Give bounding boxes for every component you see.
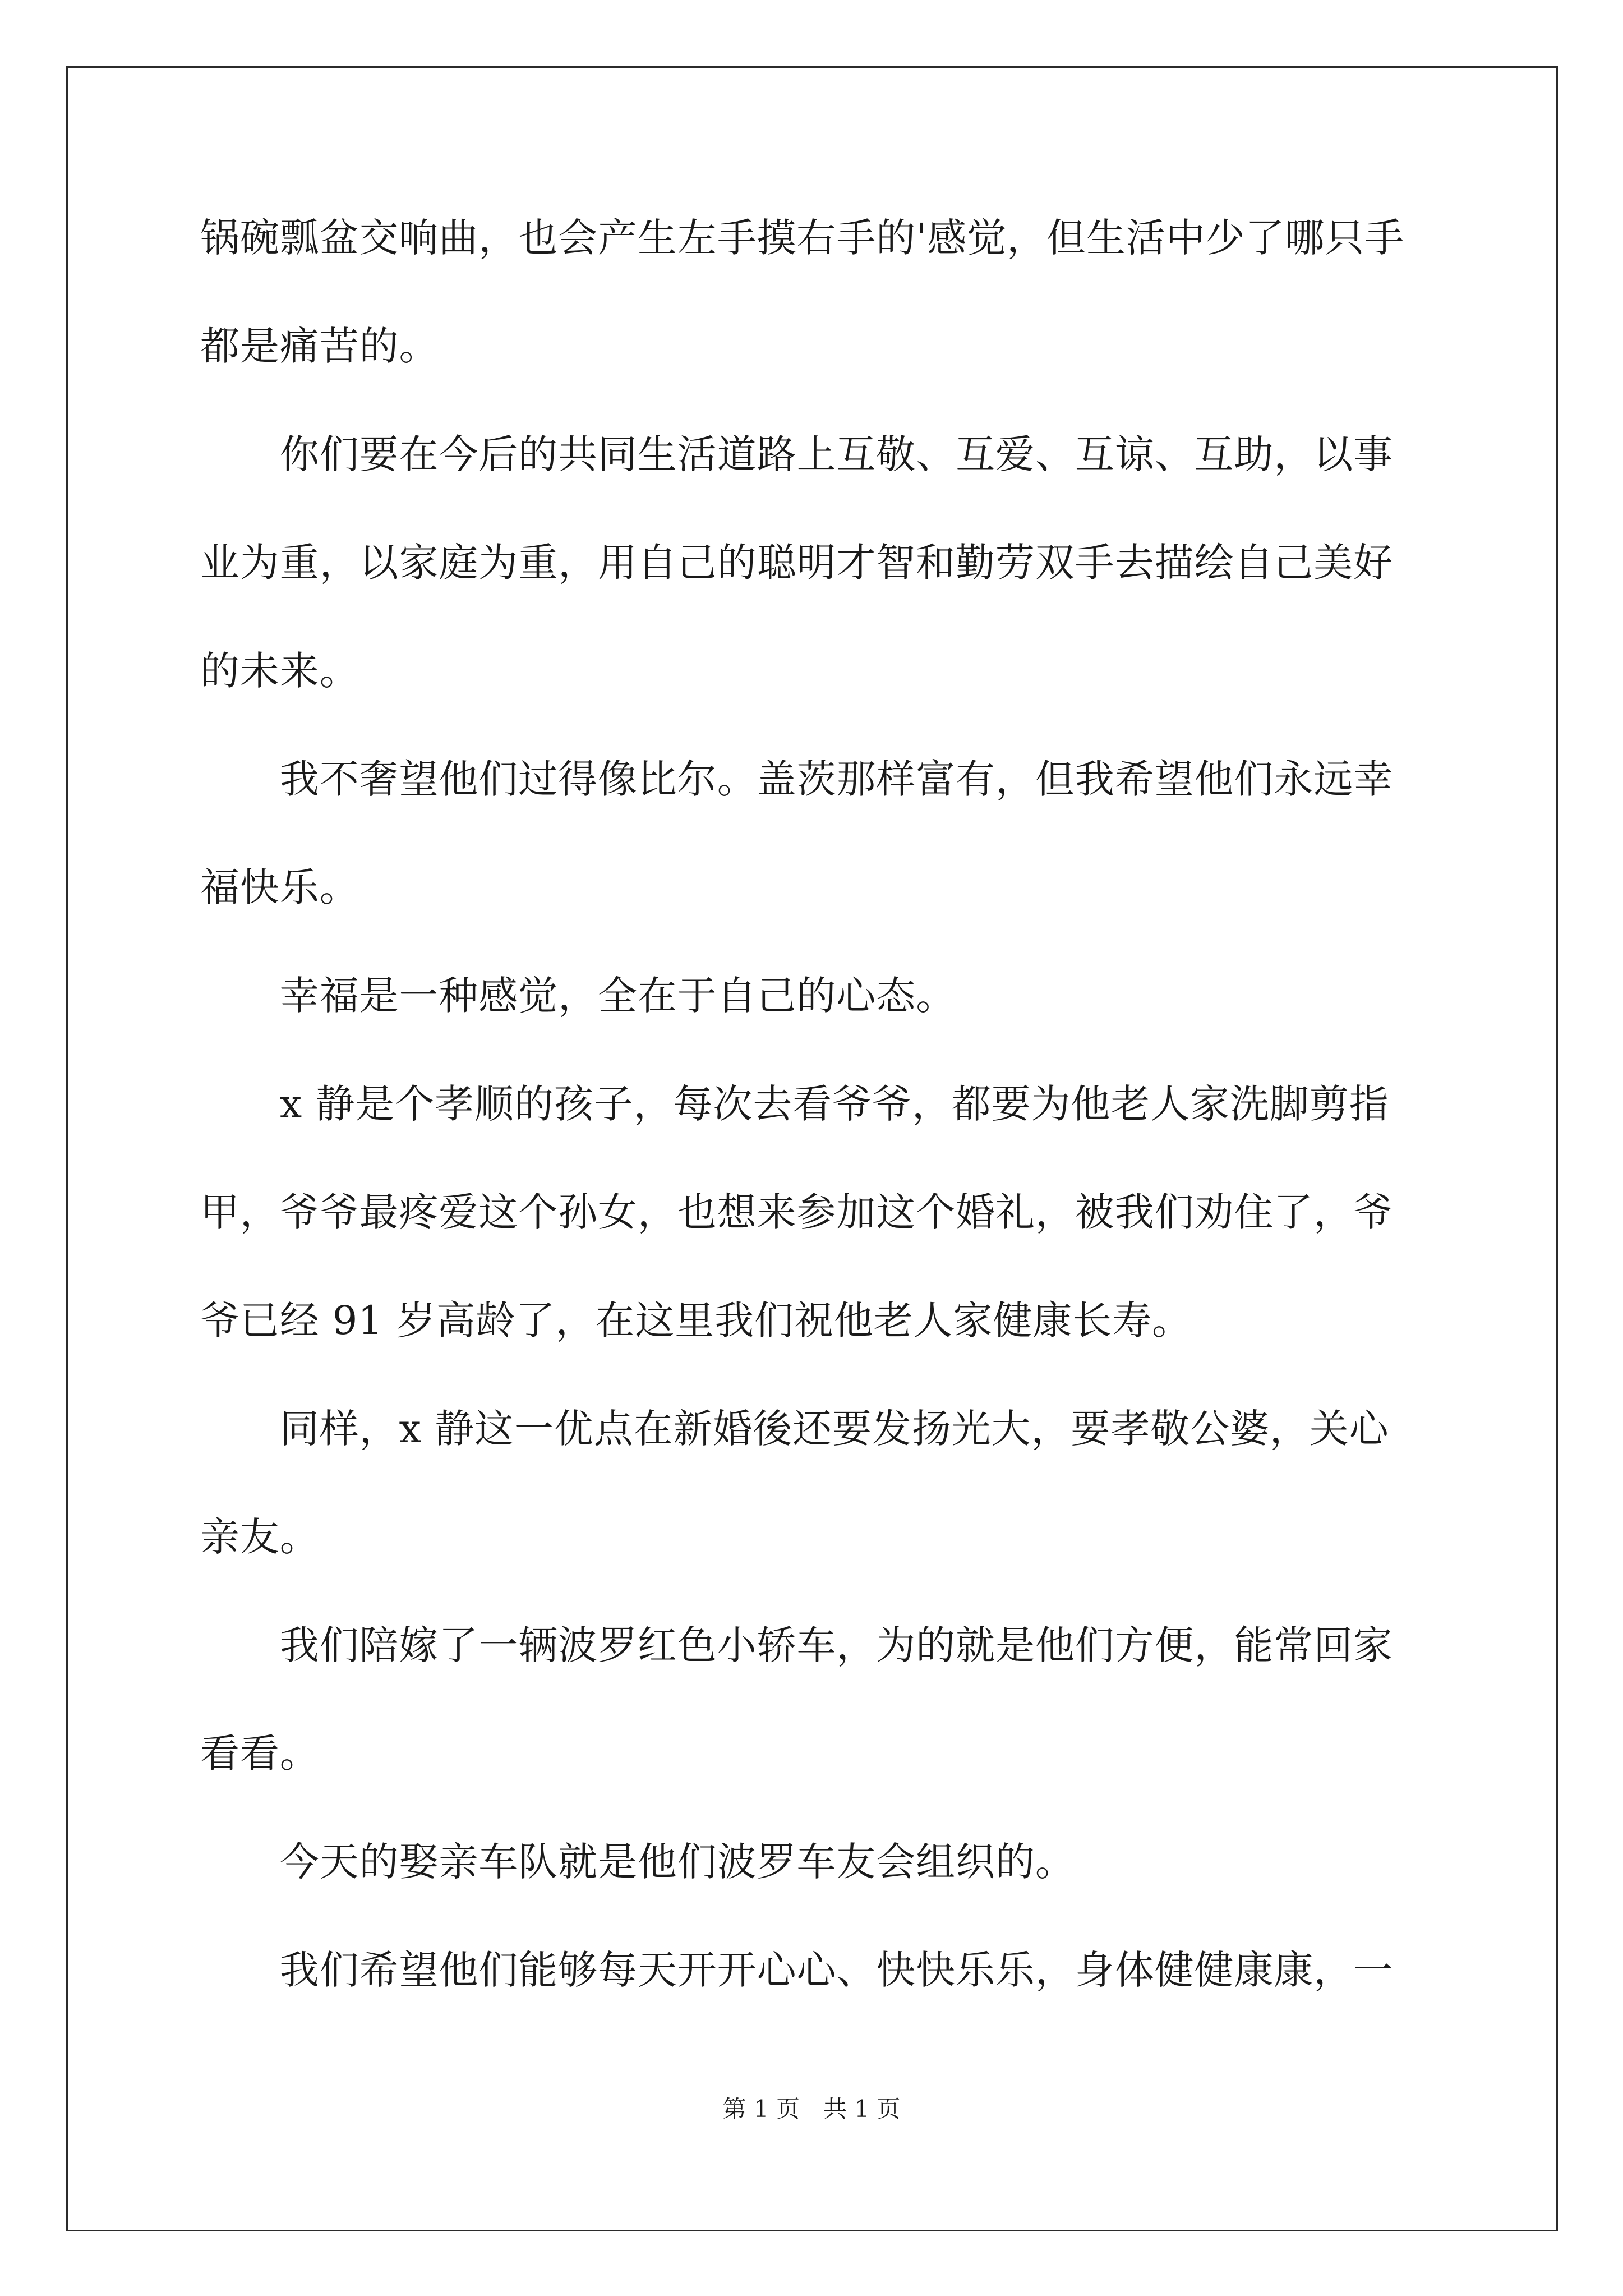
text-line: 福快乐。 [200,864,359,910]
text-line: 业为重，以家庭为重，用自己的聪明才智和勤劳双手去描绘自己美好 [200,540,1393,586]
text-line: 我不奢望他们过得像比尔。盖茨那样富有，但我希望他们永远幸 [200,756,1393,802]
page-border [66,66,1558,2231]
text-line: 爷已经 91 岁高龄了，在这里我们祝他老人家健康长寿。 [200,1297,1192,1343]
text-line: 甲，爷爷最疼爱这个孙女，也想来参加这个婚礼，被我们劝住了，爷 [200,1189,1393,1235]
text-line: 的未来。 [200,648,359,694]
text-line: 同样，x 静这一优点在新婚後还要发扬光大，要孝敬公婆，关心 [200,1406,1389,1452]
text-line: 都是痛苦的。 [200,323,439,369]
text-line: 你们要在今后的共同生活道路上互敬、互爱、互谅、互助，以事 [200,431,1393,477]
text-line: 我们希望他们能够每天开开心心、快快乐乐，身体健健康康，一 [200,1947,1393,1993]
text-line: 我们陪嫁了一辆波罗红色小轿车，为的就是他们方便，能常回家 [200,1622,1393,1668]
text-line: 锅碗瓢盆交响曲，也会产生左手摸右手的'感觉，但生活中少了哪只手 [200,215,1405,261]
text-line: 看看。 [200,1731,320,1777]
page-number-footer: 第 1 页 共 1 页 [722,2095,901,2123]
text-line: 亲友。 [200,1514,320,1560]
text-line: 今天的娶亲车队就是他们波罗车友会组织的。 [200,1839,1075,1885]
text-line: 幸福是一种感觉，全在于自己的心态。 [200,973,956,1019]
text-line: x 静是个孝顺的孩子，每次去看爷爷，都要为他老人家洗脚剪指 [200,1081,1389,1127]
